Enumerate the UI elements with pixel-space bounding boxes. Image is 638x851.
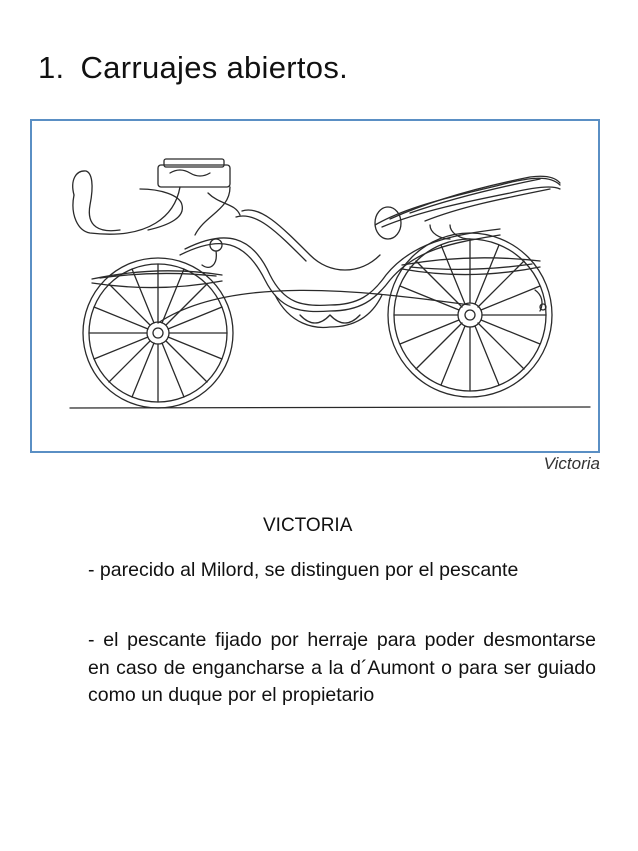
figure-caption: Victoria bbox=[543, 454, 600, 473]
slide-title bbox=[38, 50, 348, 86]
paragraph-1: - parecido al Milord, se distinguen por el pescante bbox=[88, 559, 519, 581]
title-text: Carruajes abiertos. bbox=[80, 50, 349, 85]
folded-hood bbox=[375, 176, 560, 239]
section-subtitle: VICTORIA bbox=[263, 515, 353, 536]
carriage-figure bbox=[30, 115, 602, 487]
driver-seat bbox=[73, 159, 240, 267]
title-number: 1. bbox=[38, 50, 65, 85]
paragraph-2: - el pescante fijado por herraje para poder desmontarse en caso de engancharse a la d´Aumont o para ser guiado como un duque por el propietario bbox=[88, 629, 596, 706]
front-wheel bbox=[83, 258, 233, 408]
victoria-carriage-illustration bbox=[30, 115, 602, 487]
